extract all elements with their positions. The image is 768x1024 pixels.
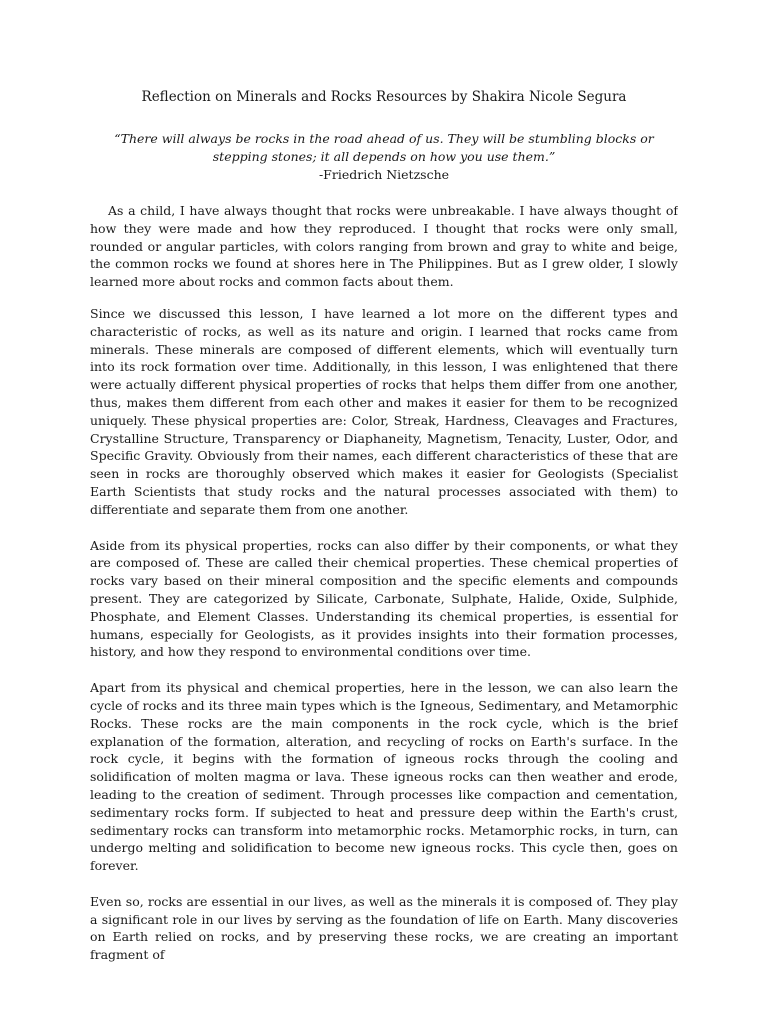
paragraph-1: As a child, I have always thought that rocks were unbreakable. I have always thought of how they were made and how they reproduced. I thought that rocks were only small, rounded or angular particles, with colors ranging from brown and gray to white and beige, the common rocks we found at shores here in The Philippines. But as I grew older, I slowly learned more about rocks and common facts about them. <box>90 203 678 290</box>
paragraph-4: Apart from its physical and chemical properties, here in the lesson, we can also learn the cycle of rocks and its three main types which is the Igneous, Sedimentary, and Metamorphic Rocks. These rocks are the main components in the rock cycle, which is the brief explanation of the formation, alteration, and recycling of rocks on Earth's surface. In the rock cycle, it begins with the formation of igneous rocks through the cooling and solidification of molten magma or lava. These igneous rocks can then weather and erode, leading to the creation of sediment. Through processes like compaction and cementation, sedimentary rocks form. If subjected to heat and pressure deep within the Earth's crust, sedimentary rocks can transform into metamorphic rocks. Metamorphic rocks, in turn, can undergo melting and solidification to become new igneous rocks. This cycle then, goes on forever. <box>90 680 678 874</box>
document-page <box>90 88 678 1024</box>
document-title: Reflection on Minerals and Rocks Resources by Shakira Nicole Segura <box>141 89 627 105</box>
paragraph-3: Aside from its physical properties, rocks can also differ by their components, or what they are composed of. These are called their chemical properties. These chemical properties of rocks vary based on their mineral composition and the specific elements and compounds present. They are categorized by Silicate, Carbonate, Sulphate, Halide, Oxide, Sulphide, Phosphate, and Element Classes. Understanding its chemical properties, is essential for humans, especially for Geologists, as it provides insights into their formation processes, history, and how they respond to environmental conditions over time. <box>90 537 678 660</box>
paragraph-5: Even so, rocks are essential in our lives, as well as the minerals it is composed of. They play a significant role in our lives by serving as the foundation of life on Earth. Many discoveries on Earth relied on rocks, and by preserving these rocks, we are creating an important fragment of <box>90 893 678 963</box>
epigraph-quote: “There will always be rocks in the road ahead of us. They will be stumbling blocks or stepping stones; it all depends on how you use them.” <box>114 131 654 164</box>
epigraph-author: -Friedrich Nietzsche <box>318 167 450 182</box>
paragraph-2: Since we discussed this lesson, I have learned a lot more on the different types and characteristic of rocks, as well as its nature and origin. I learned that rocks came from minerals. These minerals are composed of different elements, which will eventually turn into its rock formation over time. Additionally, in this lesson, I was enlightened that there were actually different physical properties of rocks that helps them differ from one another, thus, makes them different from each other and makes it easier for them to be recognized uniquely. These physical properties are: Color, Streak, Hardness, Cleavages and Fractures, Crystalline Structure, Transparency or Diaphaneity, Magnetism, Tenacity, Luster, Odor, and Specific Gravity. Obviously from their names, each different characteristics of these that are seen in rocks are thoroughly observed which makes it easier for Geologists (Specialist Earth Scientists that study rocks and the natural processes associated with them) to differentiate and separate them from one another. <box>90 305 678 517</box>
